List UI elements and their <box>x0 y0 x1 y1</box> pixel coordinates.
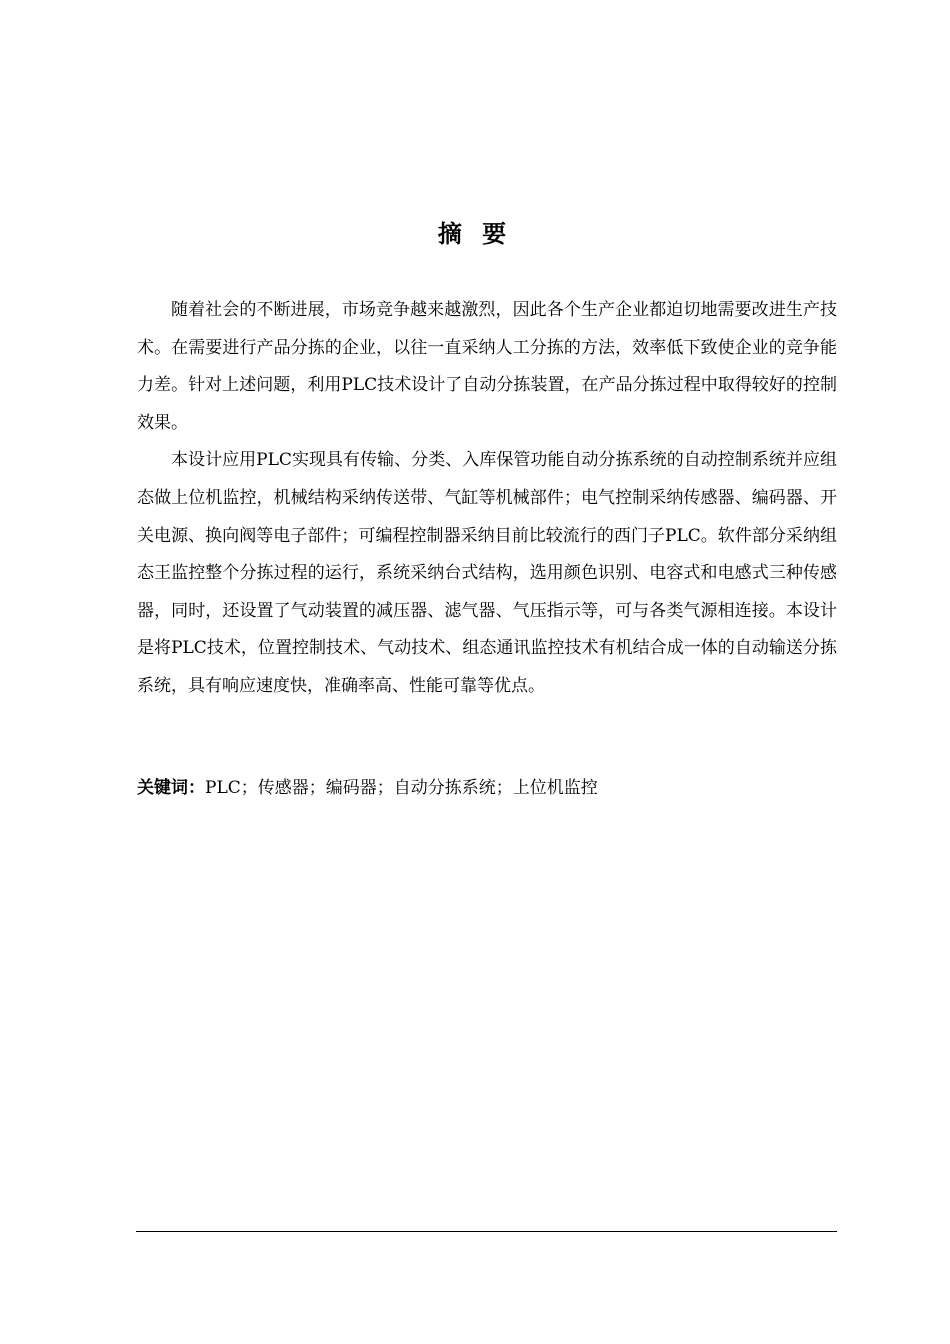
footer-divider <box>136 1231 837 1232</box>
abstract-body <box>137 292 837 706</box>
keywords-label: 关键词： <box>137 778 205 798</box>
abstract-paragraph-2: 本设计应用PLC实现具有传输、分类、入库保管功能自动分拣系统的自动控制系统并应组态做上位机监控，机械结构采纳传送带、气缸等机械部件；电气控制采纳传感器、编码器、开关电源、换向阀等电子部件；可编程控制器采纳目前比较流行的西门子PLC。软件部分采纳组态王监控整个分拣过程的运行，系统采纳台式结构，选用颜色识别、电容式和电感式三种传感器，同时，还设置了气动装置的减压器、滤气器、气压指示等，可与各类气源相连接。本设计是将PLC技术，位置控制技术、气动技术、组态通讯监控技术有机结合成一体的自动输送分拣系统，具有响应速度快，准确率高、性能可靠等优点。 <box>137 450 837 696</box>
abstract-title: 摘 要 <box>437 220 513 248</box>
keywords-list: PLC；传感器；编码器；自动分拣系统；上位机监控 <box>205 778 598 798</box>
abstract-paragraph-1: 随着社会的不断进展，市场竞争越来越激烈，因此各个生产企业都迫切地需要改进生产技术。在需要进行产品分拣的企业，以往一直采纳人工分拣的方法，效率低下致使企业的竞争能力差。针对上述问题，利用PLC技术设计了自动分拣装置，在产品分拣过程中取得较好的控制效果。 <box>137 300 837 433</box>
keywords-line <box>137 770 837 806</box>
